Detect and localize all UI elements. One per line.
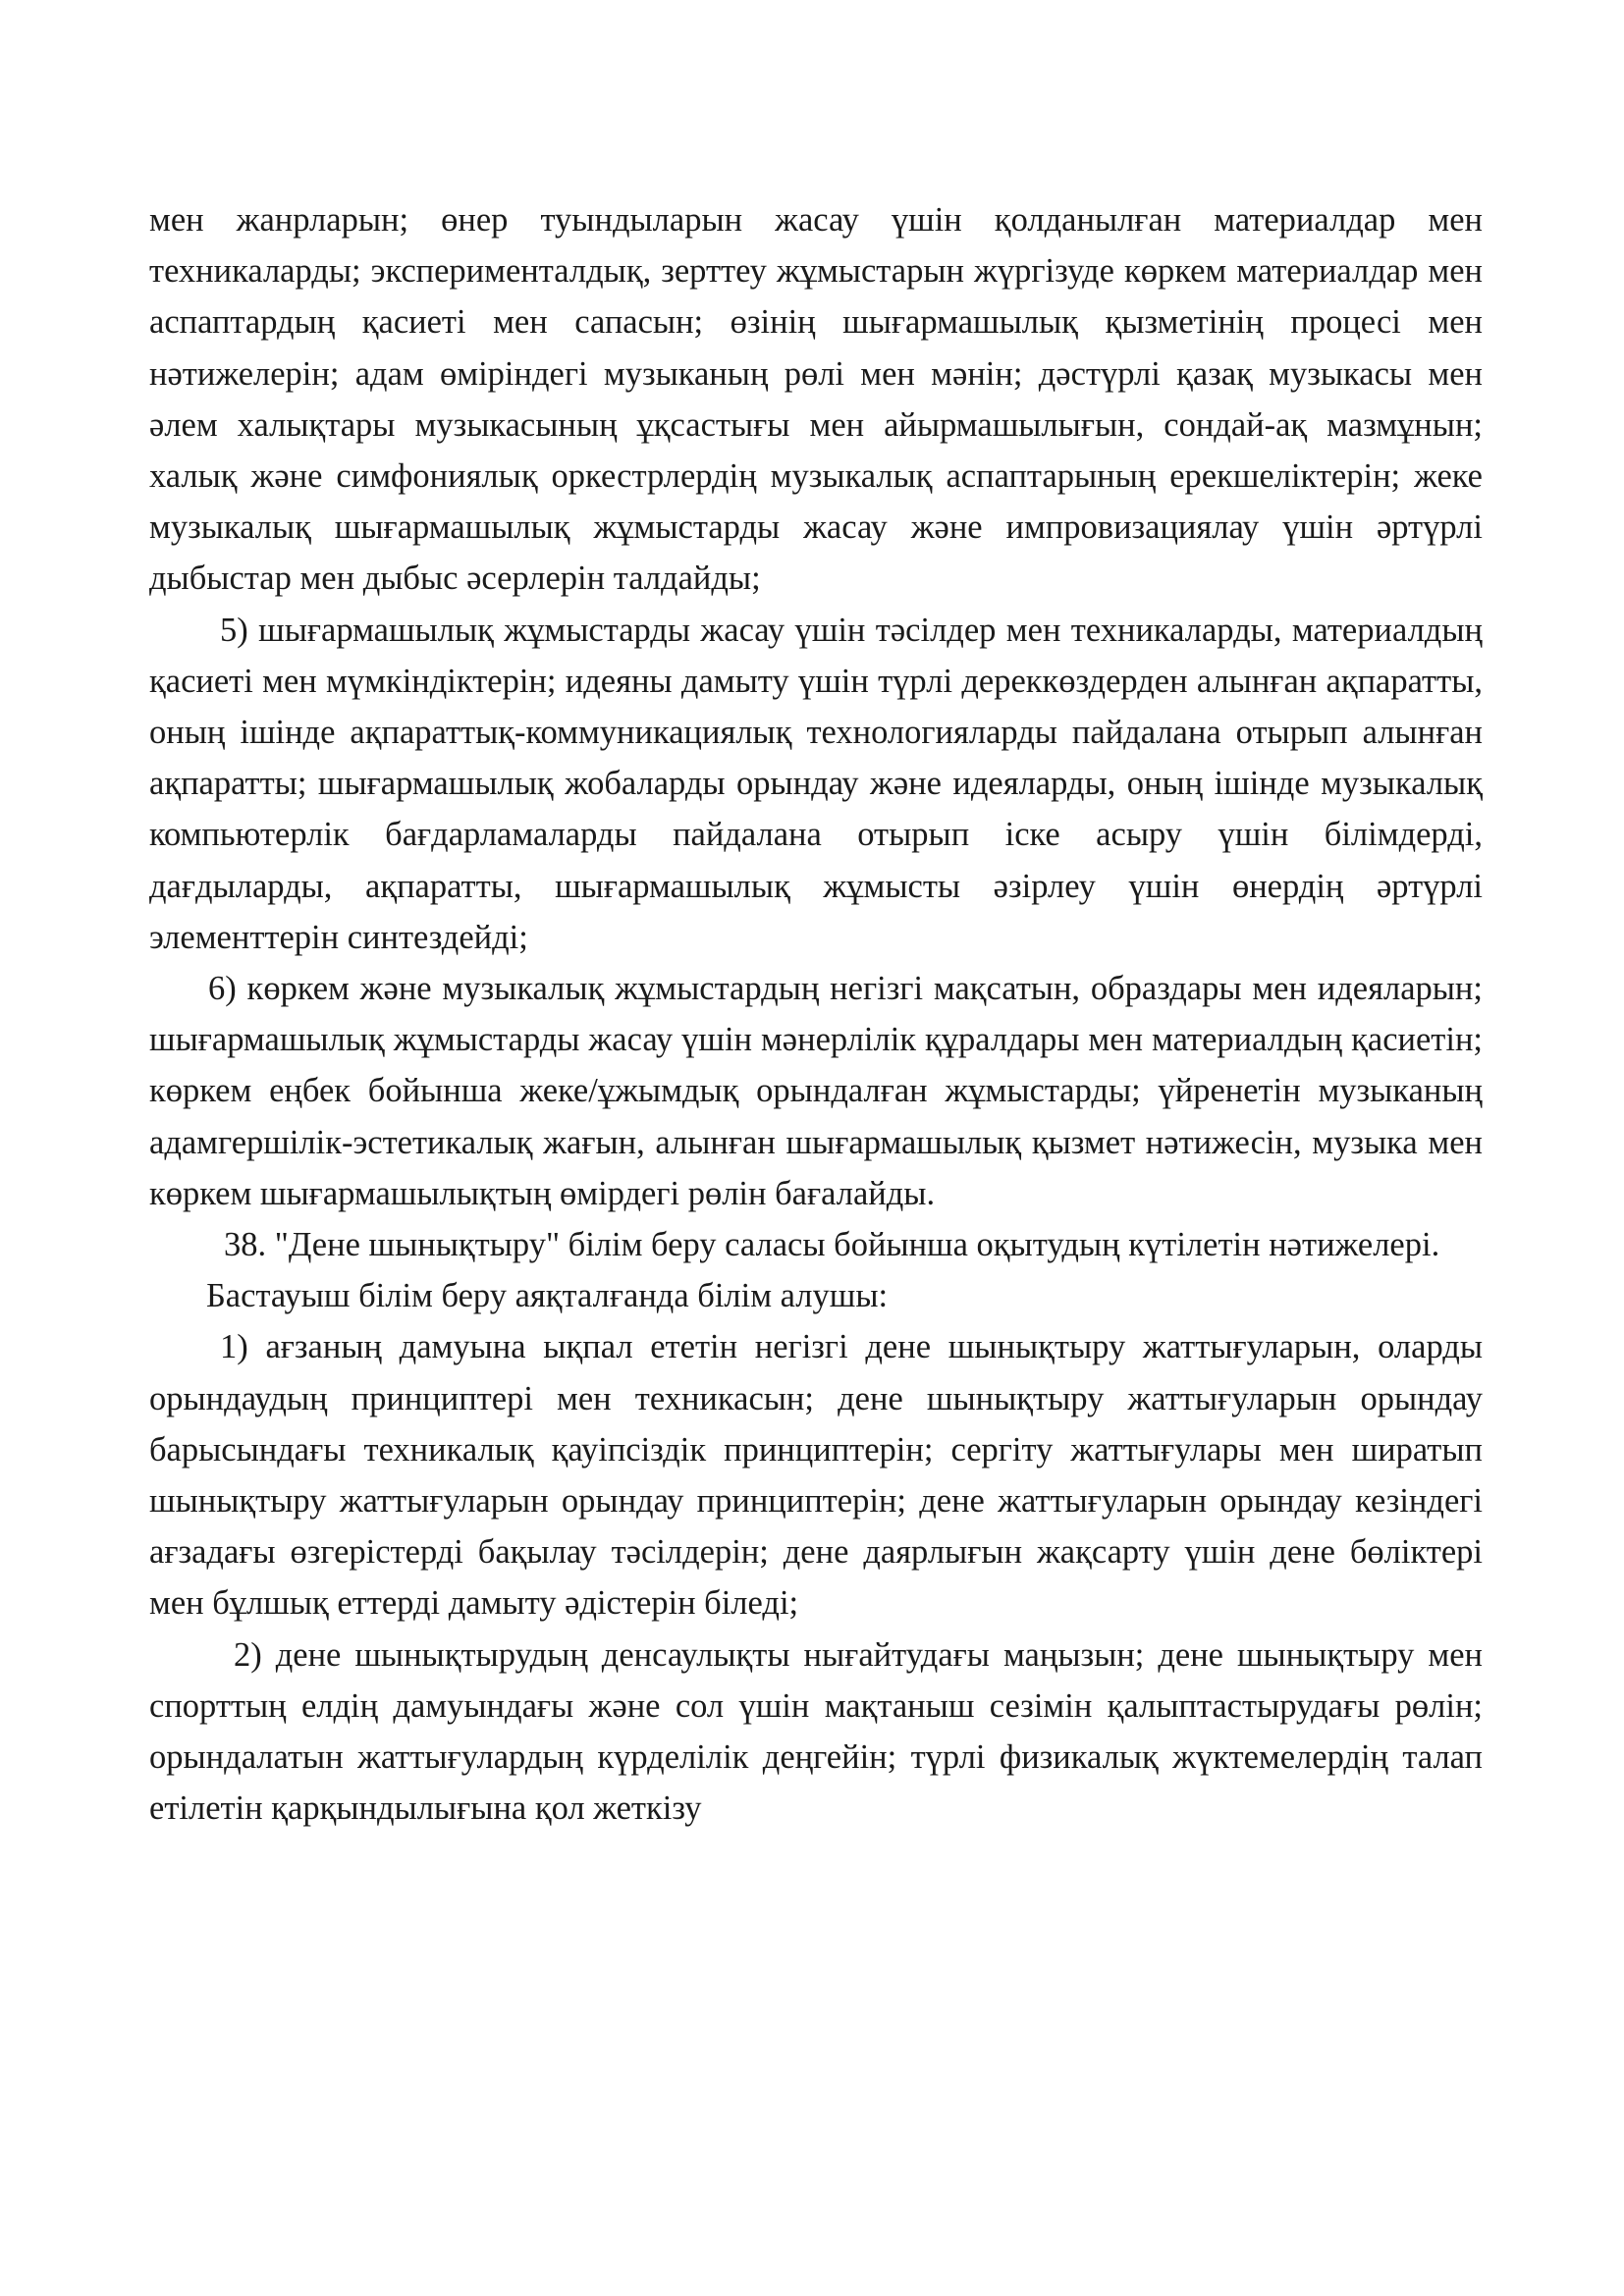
- paragraph-continued: мен жанрларын; өнер туындыларын жасау үшін қолданылған материалдар мен техникаларды; эксперименталдық, зерттеу жұмыстарын жүргізуде көркем материалдар мен аспаптардың қасиеті мен сапасын; өзінің шығармашылық қызметінің процесі мен нәтижелерін; адам өміріндегі музыканың рөлі мен мәнін; дәстүрлі қазақ музыкасы мен әлем халықтары музыкасының ұқсастығы мен айырмашылығын, сондай-ақ мазмұнын; халық және симфониялық оркестрлердің музыкалық аспаптарының ерекшеліктерін; жеке музыкалық шығармашылық жұмыстарды жасау және импровизациялау үшін әртүрлі дыбыстар мен дыбыс әсерлерін талдайды;: [149, 201, 1483, 598]
- paragraph-section-38: 38. "Дене шынықтыру" білім беру саласы бойынша оқытудың күтілетін нәтижелері.: [224, 1226, 1440, 1264]
- paragraph-item-5: 5) шығармашылық жұмыстарды жасау үшін тәсілдер мен техникаларды, материалдың қасиеті мен мүмкіндіктерін; идеяны дамыту үшін түрлі дереккөздерден алынған ақпаратты, оның ішінде ақпараттық-коммуникациялық технологияларды пайдалана отырып алынған ақпаратты; шығармашылық жобаларды орындау және идеяларды, оның ішінде музыкалық компьютерлік бағдарламаларды пайдалана отырып іске асыру үшін білімдерді, дағдыларды, ақпаратты, шығармашылық жұмысты әзірлеу үшін өнердің әртүрлі элементтерін синтездейді;: [149, 611, 1483, 956]
- document-body: [149, 194, 1483, 1835]
- paragraph-intro: Бастауыш білім беру аяқталғанда білім алушы:: [206, 1277, 889, 1315]
- paragraph-item-2: 2) дене шынықтырудың денсаулықты нығайтудағы маңызын; дене шынықтыру мен спорттың елдің дамуындағы және сол үшін мақтаныш сезімін қалыптастырудағы рөлін; орындалатын жаттығулардың күрделілік деңгейін; түрлі физикалық жүктемелердің талап етілетін қарқындылығына қол жеткізу: [149, 1635, 1483, 1828]
- paragraph-item-6: 6) көркем және музыкалық жұмыстардың негізгі мақсатын, образдары мен идеяларын; шығармашылық жұмыстарды жасау үшін мәнерлілік құралдары мен материалдың қасиетін; көркем еңбек бойынша жеке/ұжымдық орындалған жұмыстарды; үйренетін музыканың адамгершілік-эстетикалық жағын, алынған шығармашылық қызмет нәтижесін, музыка мен көркем шығармашылықтың өмірдегі рөлін бағалайды.: [149, 970, 1483, 1212]
- paragraph-item-1: 1) ағзаның дамуына ықпал ететін негізгі дене шынықтыру жаттығуларын, оларды орындаудың принциптері мен техникасын; дене шынықтыру жаттығуларын орындау барысындағы техникалық қауіпсіздік принциптерін; сергіту жаттығулары мен ширатып шынықтыру жаттығуларын орындау принциптерін; дене жаттығуларын орындау кезіндегі ағзадағы өзгерістерді бақылау тәсілдерін; дене даярлығын жақсарту үшін дене бөліктері мен бұлшық еттерді дамыту әдістерін біледі;: [149, 1328, 1483, 1623]
